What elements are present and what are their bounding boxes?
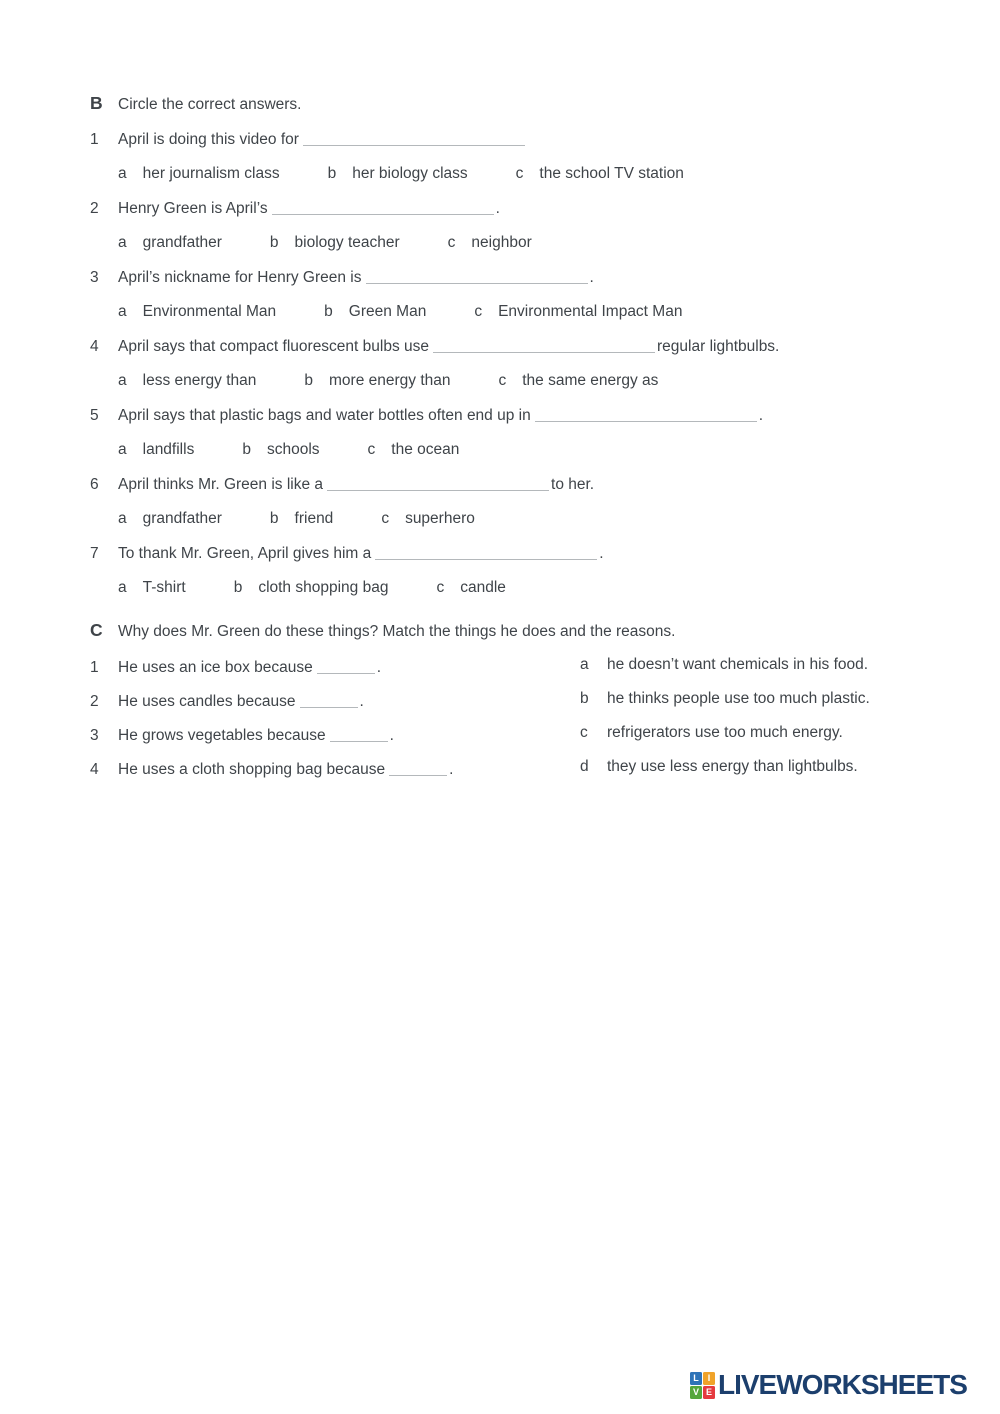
option-b[interactable] (324, 302, 426, 322)
question-pre-text: April says that plastic bags and water bottles often end up in (118, 407, 531, 424)
option-letter: c (474, 303, 483, 320)
reason-b (580, 689, 920, 709)
answer-blank (375, 546, 597, 560)
question-number: 5 (90, 407, 99, 424)
match-item-text (118, 726, 394, 746)
question-6 (90, 475, 920, 495)
match-item-pre-text: He uses candles because (118, 693, 296, 710)
option-letter: a (118, 579, 127, 596)
match-item-text (118, 692, 364, 712)
question-pre-text: April thinks Mr. Green is like a (118, 476, 324, 493)
match-item-text (118, 760, 453, 780)
question-5-options (118, 440, 920, 460)
reason-a (580, 655, 920, 675)
answer-blank (303, 132, 525, 146)
logo-square-e: E (703, 1386, 715, 1399)
option-label: less energy than (142, 372, 257, 389)
option-letter: b (327, 165, 337, 182)
match-item-post-text: . (376, 659, 382, 676)
reason-c (580, 723, 920, 743)
option-letter: b (304, 372, 313, 389)
answer-blank (535, 408, 757, 422)
question-5 (90, 406, 920, 426)
option-a[interactable] (118, 233, 222, 253)
liveworksheets-logo-icon (690, 1372, 715, 1399)
match-item-pre-text: He uses a cloth shopping bag because (118, 761, 386, 778)
worksheet-page (90, 93, 920, 780)
question-number: 1 (90, 131, 99, 148)
liveworksheets-logo[interactable] (690, 1371, 967, 1399)
question-text (118, 406, 763, 426)
option-letter: b (269, 510, 279, 527)
question-post-text: regular lightbulbs. (657, 338, 780, 355)
option-c[interactable] (381, 509, 475, 529)
option-a[interactable] (118, 302, 276, 322)
option-letter: c (515, 165, 524, 182)
match-item-number: 2 (90, 693, 99, 710)
reason-letter: a (580, 656, 589, 673)
reason-text: refrigerators use too much energy. (607, 724, 843, 741)
reason-text: he doesn’t want chemicals in his food. (607, 656, 869, 673)
match-item-post-text: . (389, 727, 394, 744)
question-pre-text: April is doing this video for (118, 131, 299, 148)
match-item-2 (90, 692, 580, 712)
question-post-text: . (758, 407, 764, 424)
option-label: biology teacher (294, 234, 400, 251)
match-item-4 (90, 760, 580, 780)
question-6-options (118, 509, 920, 529)
section-c-header (90, 620, 920, 642)
logo-square-i: I (703, 1372, 715, 1385)
question-post-text: . (599, 545, 604, 562)
option-b[interactable] (242, 440, 319, 460)
logo-square-v: V (690, 1386, 702, 1399)
question-text (118, 337, 779, 357)
question-1-options (118, 164, 920, 184)
section-b-header (90, 93, 920, 115)
question-number: 3 (90, 269, 99, 286)
question-1 (90, 130, 920, 150)
reason-letter: b (580, 690, 589, 707)
question-2 (90, 199, 920, 219)
option-label: grandfather (142, 510, 222, 527)
reason-text: they use less energy than lightbulbs. (607, 758, 858, 775)
question-4-options (118, 371, 920, 391)
option-c[interactable] (448, 233, 532, 253)
option-label: cloth shopping bag (258, 579, 389, 596)
option-label: schools (266, 441, 320, 458)
option-label: neighbor (471, 234, 532, 251)
question-text (118, 199, 500, 219)
option-letter: a (118, 441, 127, 458)
option-b[interactable] (304, 371, 450, 391)
option-c[interactable] (474, 302, 682, 322)
option-letter: a (118, 303, 127, 320)
option-a[interactable] (118, 371, 256, 391)
question-number: 2 (90, 200, 99, 217)
question-text (118, 268, 594, 288)
option-label: her biology class (352, 165, 468, 182)
section-c-instruction: Why does Mr. Green do these things? Match the things he does and the reasons. (118, 623, 676, 640)
option-c[interactable] (368, 440, 460, 460)
answer-blank (272, 201, 494, 215)
match-answer-blank[interactable] (389, 762, 447, 776)
option-letter: a (118, 372, 127, 389)
option-label: landfills (142, 441, 195, 458)
question-number: 7 (90, 545, 99, 562)
option-c[interactable] (436, 578, 505, 598)
option-c[interactable] (499, 371, 659, 391)
question-post-text: . (495, 200, 500, 217)
option-label: Green Man (348, 303, 427, 320)
match-item-pre-text: He uses an ice box because (118, 659, 313, 676)
matching-exercise (90, 658, 920, 780)
option-label: friend (294, 510, 334, 527)
match-item-number: 3 (90, 727, 99, 744)
question-number: 6 (90, 476, 99, 493)
option-label: the ocean (391, 441, 460, 458)
answer-blank (366, 270, 588, 284)
option-letter: c (436, 579, 445, 596)
option-letter: a (118, 165, 127, 182)
reason-d (580, 757, 920, 777)
question-post-text: . (589, 269, 594, 286)
option-a[interactable] (118, 578, 186, 598)
option-letter: c (381, 510, 390, 527)
option-letter: b (242, 441, 251, 458)
question-7-options (118, 578, 920, 598)
option-a[interactable] (118, 509, 222, 529)
matching-right-column (580, 658, 920, 780)
match-item-number: 1 (90, 659, 99, 676)
option-label: more energy than (329, 372, 451, 389)
option-letter: b (233, 579, 243, 596)
question-7 (90, 544, 920, 564)
option-label: her journalism class (142, 165, 280, 182)
option-letter: c (498, 372, 507, 389)
question-pre-text: April says that compact fluorescent bulbs use (118, 338, 430, 355)
option-b[interactable] (270, 233, 400, 253)
match-answer-blank[interactable] (317, 660, 375, 674)
reason-letter: d (580, 758, 589, 775)
match-item-number: 4 (90, 761, 99, 778)
reason-text: he thinks people use too much plastic. (607, 690, 870, 707)
option-letter: a (118, 510, 127, 527)
option-c[interactable] (516, 164, 684, 184)
answer-blank (327, 477, 549, 491)
option-b[interactable] (328, 164, 468, 184)
question-pre-text: Henry Green is April’s (118, 200, 268, 217)
answer-blank (433, 339, 655, 353)
match-item-text (118, 658, 381, 678)
option-label: candle (460, 579, 506, 596)
option-a[interactable] (118, 440, 194, 460)
option-label: the same energy as (522, 372, 659, 389)
question-pre-text: To thank Mr. Green, April gives him a (118, 545, 372, 562)
option-letter: c (447, 234, 456, 251)
question-text (118, 544, 604, 564)
match-item-post-text: . (359, 693, 364, 710)
option-b[interactable] (234, 578, 389, 598)
question-text (118, 130, 527, 150)
option-letter: a (118, 234, 127, 251)
match-item-post-text: . (449, 761, 454, 778)
match-item-3 (90, 726, 580, 746)
section-b-instruction: Circle the correct answers. (118, 96, 302, 113)
match-item-1 (90, 658, 580, 678)
option-label: T-shirt (142, 579, 186, 596)
question-number: 4 (90, 338, 99, 355)
option-label: grandfather (142, 234, 222, 251)
option-label: Environmental Impact Man (498, 303, 683, 320)
option-b[interactable] (270, 509, 333, 529)
question-pre-text: April’s nickname for Henry Green is (118, 269, 362, 286)
option-a[interactable] (118, 164, 280, 184)
question-text (118, 475, 594, 495)
option-label: the school TV station (539, 165, 684, 182)
question-2-options (118, 233, 920, 253)
reason-letter: c (580, 724, 588, 741)
question-post-text: to her. (551, 476, 595, 493)
match-answer-blank[interactable] (330, 728, 388, 742)
option-letter: b (324, 303, 333, 320)
liveworksheets-logo-text: LIVEWORKSHEETS (718, 1369, 967, 1400)
logo-square-l: L (690, 1372, 702, 1385)
question-3-options (118, 302, 920, 322)
match-answer-blank[interactable] (300, 694, 358, 708)
matching-left-column (90, 658, 580, 780)
section-c-letter: C (90, 620, 103, 640)
option-label: Environmental Man (142, 303, 277, 320)
question-4 (90, 337, 920, 357)
option-letter: b (269, 234, 279, 251)
question-3 (90, 268, 920, 288)
option-label: superhero (405, 510, 475, 527)
match-item-pre-text: He grows vegetables because (118, 727, 326, 744)
option-letter: c (367, 441, 376, 458)
section-b-letter: B (90, 93, 103, 113)
